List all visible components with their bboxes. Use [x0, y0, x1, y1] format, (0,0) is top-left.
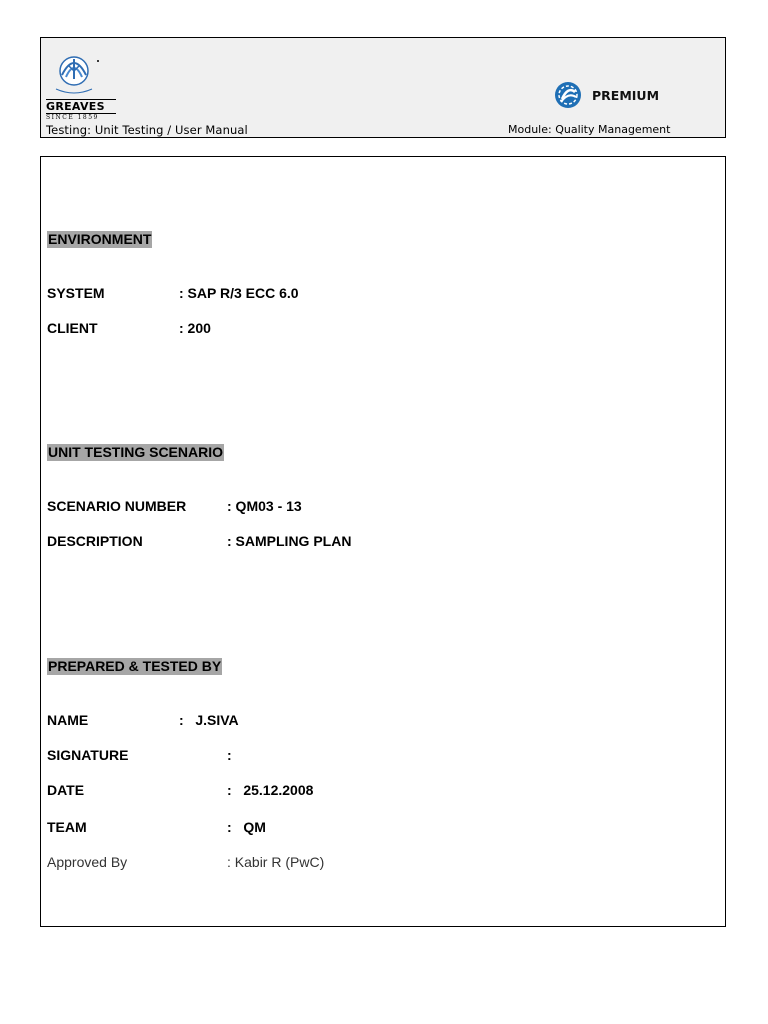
approved-value: : Kabir R (PwC) — [227, 854, 325, 870]
premium-label: PREMIUM — [592, 87, 660, 103]
premium-gear-icon — [553, 80, 583, 110]
greaves-logo — [46, 49, 118, 121]
premium-logo — [553, 80, 659, 110]
document-body — [40, 156, 726, 927]
page-header — [40, 37, 726, 138]
description-value: : SAMPLING PLAN — [227, 533, 352, 549]
testing-label: Testing: Unit Testing / User Manual — [46, 123, 248, 137]
system-label: SYSTEM — [47, 285, 105, 301]
team-value: : QM — [227, 819, 266, 835]
logo-since: SINCE 1859 — [46, 114, 99, 121]
greaves-emblem-icon — [46, 49, 114, 99]
client-label: CLIENT — [47, 320, 98, 336]
date-value: : 25.12.2008 — [227, 782, 314, 798]
name-label: NAME — [47, 712, 89, 728]
description-label: DESCRIPTION — [47, 533, 143, 549]
system-value: : SAP R/3 ECC 6.0 — [179, 285, 299, 301]
scenario-number-value: : QM03 - 13 — [227, 498, 302, 514]
team-label: TEAM — [47, 819, 87, 835]
signature-value: : — [227, 747, 232, 763]
signature-label: SIGNATURE — [47, 747, 129, 763]
client-value: : 200 — [179, 320, 211, 336]
module-label: Module: Quality Management — [508, 123, 671, 136]
name-value: : J.SIVA — [179, 712, 239, 728]
logo-name: GREAVES — [46, 99, 116, 114]
prepared-title: PREPARED & TESTED BY — [48, 658, 222, 674]
scenario-number-label: SCENARIO NUMBER — [47, 498, 187, 514]
approved-label: Approved By — [47, 854, 128, 870]
date-label: DATE — [47, 782, 85, 798]
environment-title: ENVIRONMENT — [48, 231, 152, 247]
scenario-title: UNIT TESTING SCENARIO — [48, 444, 224, 460]
